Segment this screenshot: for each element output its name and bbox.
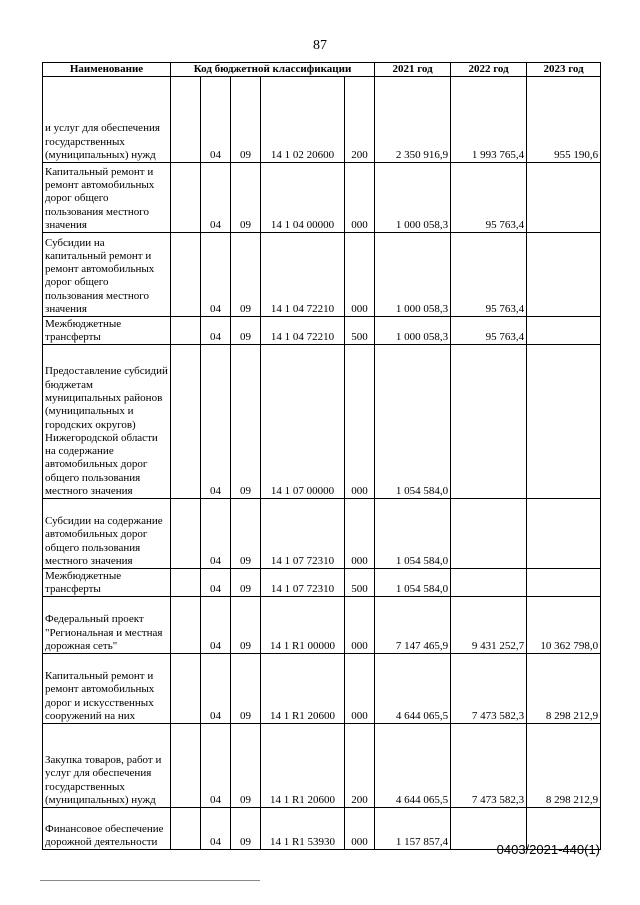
row-subsection-code: 09	[231, 808, 261, 850]
row-section-code: 04	[201, 597, 231, 654]
row-name: Капитальный ремонт и ремонт автомобильных дорог и искусственных сооружений на них	[43, 654, 171, 724]
row-target-code: 14 1 R1 53930	[261, 808, 345, 850]
table-row	[43, 345, 601, 499]
header-2021: 2021 год	[375, 63, 451, 77]
row-blank	[171, 499, 201, 569]
row-target-code: 14 1 R1 20600	[261, 724, 345, 808]
row-expense-type: 000	[345, 499, 375, 569]
row-subsection-code: 09	[231, 654, 261, 724]
row-value-2023	[527, 233, 601, 317]
row-name: Субсидии на содержание автомобильных дорог общего пользования местного значения	[43, 499, 171, 569]
row-value-2022: 9 431 252,7	[451, 597, 527, 654]
row-section-code: 04	[201, 654, 231, 724]
row-blank	[171, 808, 201, 850]
row-value-2022: 95 763,4	[451, 233, 527, 317]
row-target-code: 14 1 04 72210	[261, 317, 345, 345]
row-blank	[171, 233, 201, 317]
row-name: Предоставление субсидий бюджетам муниципальных районов (муниципальных и городских округов) Нижегородской области на содержание автомобильных дорог общего пользования местного значения	[43, 345, 171, 499]
table-row	[43, 317, 601, 345]
row-value-2021: 1 000 058,3	[375, 233, 451, 317]
row-blank	[171, 724, 201, 808]
row-value-2022: 7 473 582,3	[451, 724, 527, 808]
budget-table	[42, 62, 601, 850]
row-value-2023	[527, 569, 601, 597]
row-name: Межбюджетные трансферты	[43, 317, 171, 345]
header-name: Наименование	[43, 63, 171, 77]
row-expense-type: 500	[345, 569, 375, 597]
row-value-2022: 1 993 765,4	[451, 77, 527, 163]
row-name: Закупка товаров, работ и услуг для обеспечения государственных (муниципальных) нужд	[43, 724, 171, 808]
row-subsection-code: 09	[231, 77, 261, 163]
table-row	[43, 569, 601, 597]
row-value-2022: 95 763,4	[451, 163, 527, 233]
row-value-2021: 1 054 584,0	[375, 345, 451, 499]
header-2023: 2023 год	[527, 63, 601, 77]
row-value-2023	[527, 317, 601, 345]
table-row	[43, 597, 601, 654]
row-expense-type: 000	[345, 597, 375, 654]
page-number: 87	[313, 38, 327, 53]
row-expense-type: 200	[345, 724, 375, 808]
table-row	[43, 654, 601, 724]
row-value-2021: 1 054 584,0	[375, 569, 451, 597]
row-expense-type: 000	[345, 233, 375, 317]
row-value-2021: 1 054 584,0	[375, 499, 451, 569]
bottom-rule	[40, 880, 260, 881]
row-subsection-code: 09	[231, 724, 261, 808]
row-value-2022: 7 473 582,3	[451, 654, 527, 724]
row-value-2022: 95 763,4	[451, 317, 527, 345]
row-value-2021: 4 644 065,5	[375, 724, 451, 808]
row-target-code: 14 1 04 72210	[261, 233, 345, 317]
row-value-2023: 8 298 212,9	[527, 724, 601, 808]
row-target-code: 14 1 04 00000	[261, 163, 345, 233]
row-section-code: 04	[201, 724, 231, 808]
table-row	[43, 77, 601, 163]
row-blank	[171, 569, 201, 597]
row-section-code: 04	[201, 317, 231, 345]
table-row	[43, 724, 601, 808]
row-name: Федеральный проект "Региональная и местная дорожная сеть"	[43, 597, 171, 654]
row-target-code: 14 1 02 20600	[261, 77, 345, 163]
row-section-code: 04	[201, 233, 231, 317]
row-name: Капитальный ремонт и ремонт автомобильных дорог общего пользования местного значения	[43, 163, 171, 233]
row-target-code: 14 1 07 00000	[261, 345, 345, 499]
row-section-code: 04	[201, 808, 231, 850]
row-subsection-code: 09	[231, 163, 261, 233]
row-section-code: 04	[201, 77, 231, 163]
row-value-2023: 955 190,6	[527, 77, 601, 163]
row-expense-type: 500	[345, 317, 375, 345]
row-expense-type: 000	[345, 345, 375, 499]
row-value-2022	[451, 345, 527, 499]
row-subsection-code: 09	[231, 499, 261, 569]
row-blank	[171, 345, 201, 499]
row-section-code: 04	[201, 345, 231, 499]
row-target-code: 14 1 07 72310	[261, 499, 345, 569]
header-2022: 2022 год	[451, 63, 527, 77]
row-blank	[171, 317, 201, 345]
row-value-2021: 1 000 058,3	[375, 163, 451, 233]
table-row	[43, 499, 601, 569]
row-subsection-code: 09	[231, 569, 261, 597]
row-target-code: 14 1 R1 00000	[261, 597, 345, 654]
row-blank	[171, 163, 201, 233]
row-value-2021: 7 147 465,9	[375, 597, 451, 654]
row-value-2023	[527, 499, 601, 569]
row-value-2023: 10 362 798,0	[527, 597, 601, 654]
row-target-code: 14 1 R1 20600	[261, 654, 345, 724]
row-expense-type: 000	[345, 808, 375, 850]
row-value-2023	[527, 345, 601, 499]
row-value-2023	[527, 163, 601, 233]
table-row	[43, 233, 601, 317]
row-subsection-code: 09	[231, 233, 261, 317]
row-section-code: 04	[201, 163, 231, 233]
row-target-code: 14 1 07 72310	[261, 569, 345, 597]
row-blank	[171, 77, 201, 163]
row-subsection-code: 09	[231, 345, 261, 499]
row-value-2022	[451, 569, 527, 597]
row-blank	[171, 654, 201, 724]
row-value-2021: 2 350 916,9	[375, 77, 451, 163]
document-code: 0403/2021-440(1)	[496, 842, 600, 857]
row-expense-type: 200	[345, 77, 375, 163]
row-expense-type: 000	[345, 163, 375, 233]
row-name: Межбюджетные трансферты	[43, 569, 171, 597]
row-value-2021: 1 000 058,3	[375, 317, 451, 345]
row-name: и услуг для обеспечения государственных (муниципальных) нужд	[43, 77, 171, 163]
row-value-2023: 8 298 212,9	[527, 654, 601, 724]
row-subsection-code: 09	[231, 317, 261, 345]
row-value-2021: 1 157 857,4	[375, 808, 451, 850]
row-name: Финансовое обеспечение дорожной деятельности	[43, 808, 171, 850]
row-blank	[171, 597, 201, 654]
row-section-code: 04	[201, 569, 231, 597]
row-subsection-code: 09	[231, 597, 261, 654]
row-section-code: 04	[201, 499, 231, 569]
table-row	[43, 163, 601, 233]
row-name: Субсидии на капитальный ремонт и ремонт автомобильных дорог общего пользования местного значения	[43, 233, 171, 317]
row-expense-type: 000	[345, 654, 375, 724]
row-value-2021: 4 644 065,5	[375, 654, 451, 724]
header-code: Код бюджетной классификации	[171, 63, 375, 77]
row-value-2022	[451, 499, 527, 569]
table-header-row	[43, 63, 601, 77]
